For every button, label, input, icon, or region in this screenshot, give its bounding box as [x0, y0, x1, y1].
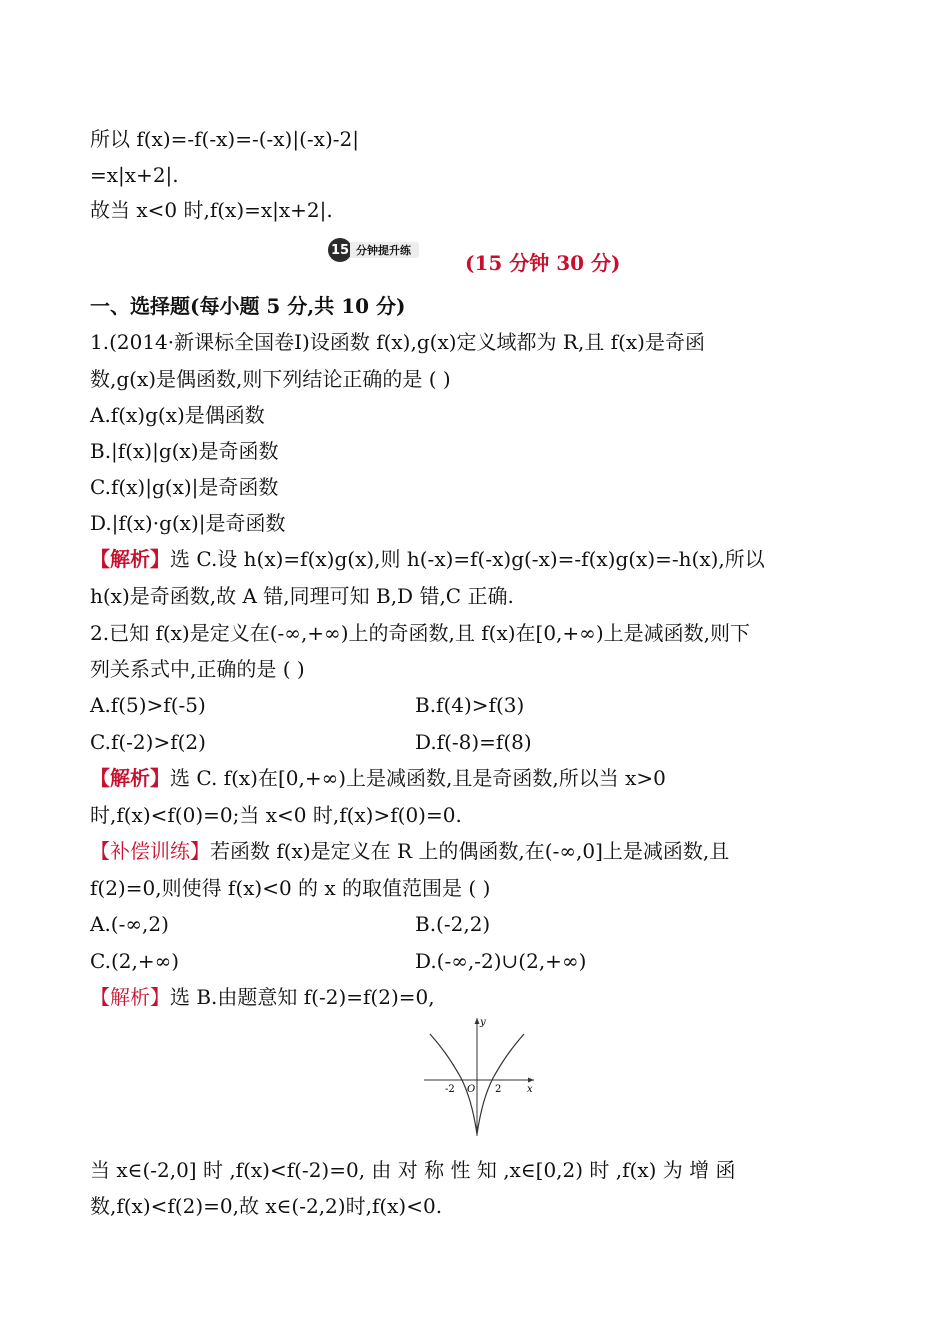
- intro-line-3: 故当 x<0 时,f(x)=x|x+2|.: [90, 198, 333, 222]
- tick-label-negative: -2: [445, 1084, 455, 1095]
- badge-time: (15 分钟 30 分): [465, 251, 621, 275]
- q1-option-d: D.|f(x)·g(x)|是奇函数: [90, 511, 286, 535]
- supplement-options-row-2: [90, 948, 587, 974]
- supplement-conclusion-line-1: 当 x∈(-2,0] 时 ,f(x)<f(-2)=0, 由 对 称 性 知 ,x∈[0,2) 时 ,f(x) 为 增 函: [90, 1158, 736, 1182]
- x-axis-arrow: [528, 1078, 534, 1083]
- supplement-stem-text: 若函数 f(x)是定义在 R 上的偶函数,在(-∞,0]上是减函数,且: [210, 839, 730, 863]
- section-heading: 一、选择题(每小题 5 分,共 10 分): [90, 294, 406, 318]
- q2-option-b: B.f(4)>f(3): [415, 693, 525, 717]
- q1-option-b: B.|f(x)|g(x)是奇函数: [90, 439, 279, 463]
- supplement-options-row-1: [90, 911, 491, 937]
- tick-label-positive: 2: [495, 1084, 502, 1095]
- analysis-label: 【解析】: [90, 766, 170, 790]
- q1-analysis-line-2: h(x)是奇函数,故 A 错,同理可知 B,D 错,C 正确.: [90, 584, 514, 608]
- q2-stem-line-1: 2.已知 f(x)是定义在(-∞,+∞)上的奇函数,且 f(x)在[0,+∞)上是减函数,则下: [90, 621, 750, 645]
- q2-option-c: C.f(-2)>f(2): [90, 730, 206, 754]
- supplement-option-c: C.(2,+∞): [90, 949, 180, 973]
- intro-line-1: 所以 f(x)=-f(-x)=-(-x)|(-x)-2|: [90, 127, 359, 151]
- x-axis-label: x: [527, 1084, 533, 1095]
- q2-options-row-2: [90, 729, 532, 755]
- q1-analysis-text: 选 C.设 h(x)=f(x)g(x),则 h(-x)=f(-x)g(-x)=-f(x)g(x)=-h(x),所以: [170, 547, 765, 571]
- q2-option-a: A.f(5)>f(-5): [90, 693, 206, 717]
- q2-analysis-text: 选 C. f(x)在[0,+∞)上是减函数,且是奇函数,所以当 x>0: [170, 766, 666, 790]
- q1-stem-line-2: 数,g(x)是偶函数,则下列结论正确的是 ( ): [90, 367, 451, 391]
- supplement-label: 【补偿训练】: [90, 839, 210, 863]
- supplement-option-a: A.(-∞,2): [90, 912, 169, 936]
- practice-badge: [328, 238, 419, 262]
- q2-options-row-1: [90, 692, 525, 718]
- q2-analysis-line-1: [90, 765, 666, 791]
- badge-label: 分钟提升练: [350, 242, 419, 258]
- q1-stem-line-1: 1.(2014·新课标全国卷Ⅰ)设函数 f(x),g(x)定义域都为 R,且 f(x)是奇函: [90, 330, 705, 354]
- supplement-option-d: D.(-∞,-2)∪(2,+∞): [415, 949, 587, 973]
- supplement-analysis-line-1: [90, 984, 435, 1010]
- supplement-stem-line-1: [90, 838, 729, 864]
- function-graph: [418, 1012, 540, 1138]
- q1-option-a: A.f(x)g(x)是偶函数: [90, 403, 265, 427]
- q1-option-c: C.f(x)|g(x)|是奇函数: [90, 475, 279, 499]
- analysis-label: 【解析】: [90, 547, 170, 571]
- q2-option-d: D.f(-8)=f(8): [415, 730, 532, 754]
- y-axis-arrow: [475, 1018, 480, 1024]
- badge-number: 15: [328, 238, 352, 262]
- supplement-stem-line-2: f(2)=0,则使得 f(x)<0 的 x 的取值范围是 ( ): [90, 876, 491, 900]
- supplement-conclusion-line-2: 数,f(x)<f(2)=0,故 x∈(-2,2)时,f(x)<0.: [90, 1194, 443, 1218]
- supplement-option-b: B.(-2,2): [415, 912, 491, 936]
- q2-stem-line-2: 列关系式中,正确的是 ( ): [90, 657, 305, 681]
- q2-analysis-line-2: 时,f(x)<f(0)=0;当 x<0 时,f(x)>f(0)=0.: [90, 803, 462, 827]
- origin-label: O: [467, 1084, 476, 1095]
- q1-analysis-line-1: [90, 546, 765, 572]
- y-axis-label: y: [480, 1017, 486, 1028]
- analysis-label: 【解析】: [90, 985, 170, 1009]
- supplement-analysis-text: 选 B.由题意知 f(-2)=f(2)=0,: [170, 985, 435, 1009]
- intro-line-2: =x|x+2|.: [90, 163, 179, 187]
